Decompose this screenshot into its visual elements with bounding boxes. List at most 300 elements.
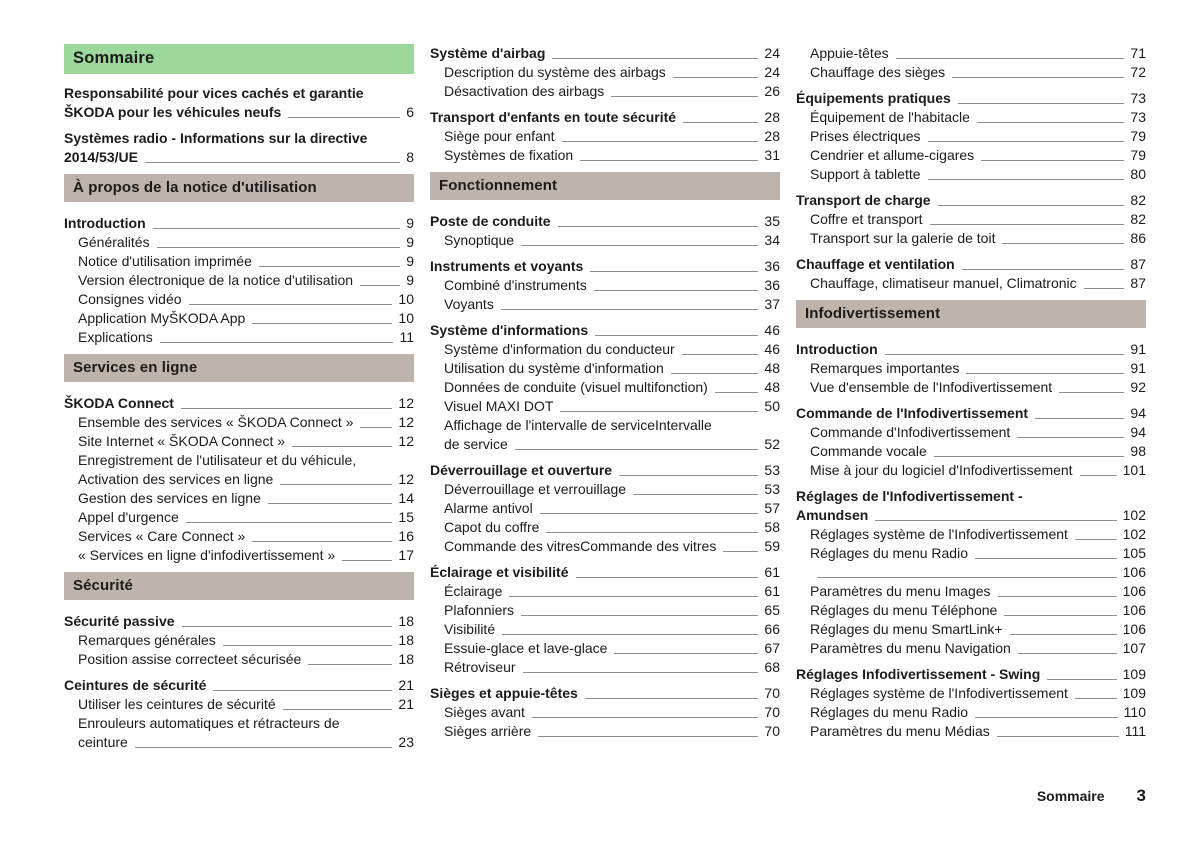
entry-last-line	[444, 620, 780, 639]
toc-entry[interactable]	[430, 461, 780, 480]
toc-entry[interactable]	[796, 665, 1146, 684]
entry-label-line: Enregistrement de l'utilisateur et du véhicule,	[78, 452, 357, 468]
toc-entry[interactable]	[796, 255, 1146, 274]
section-header: Fonctionnement	[430, 172, 780, 200]
entry-page-number: 70	[764, 704, 780, 720]
entry-label: Prises électriques	[810, 128, 921, 144]
leader-line	[160, 342, 394, 343]
entry-last-line	[78, 733, 414, 752]
toc-group	[430, 563, 780, 677]
entry-page-number: 28	[764, 109, 780, 125]
toc-entry[interactable]	[430, 359, 780, 378]
entry-label: Sièges et appuie-têtes	[430, 685, 578, 701]
toc-entry[interactable]	[796, 340, 1146, 359]
toc-entry[interactable]	[64, 394, 414, 413]
entry-last-line	[810, 274, 1146, 293]
entry-label: Ensemble des services « ŠKODA Connect »	[78, 414, 354, 430]
entry-label: Équipement de l'habitacle	[810, 109, 970, 125]
toc-entry[interactable]	[796, 620, 1146, 639]
toc-entry[interactable]	[64, 631, 414, 650]
toc-entry[interactable]	[430, 44, 780, 63]
entry-label: ŠKODA Connect	[64, 395, 174, 411]
leader-line	[360, 285, 400, 286]
leader-line	[268, 503, 393, 504]
entry-label: Utilisation du système d'information	[444, 360, 664, 376]
entry-page-number: 9	[406, 215, 414, 231]
entry-page-number: 82	[1130, 192, 1146, 208]
leader-line	[952, 77, 1124, 78]
toc-entry[interactable]	[430, 108, 780, 127]
leader-line	[532, 717, 758, 718]
toc-entry[interactable]	[64, 271, 414, 290]
toc-entry[interactable]	[430, 537, 780, 556]
entry-label: ceinture	[78, 734, 128, 750]
entry-label: Déverrouillage et verrouillage	[444, 481, 627, 497]
leader-line	[552, 58, 758, 59]
entry-last-line	[430, 44, 780, 63]
toc-group	[64, 129, 414, 167]
toc-columns	[64, 44, 1146, 759]
entry-label: Sièges arrière	[444, 723, 532, 739]
toc-entry[interactable]	[796, 191, 1146, 210]
toc-entry[interactable]	[64, 489, 414, 508]
toc-group	[64, 676, 414, 752]
entry-page-number: 18	[398, 613, 414, 629]
toc-entry[interactable]	[796, 404, 1146, 423]
entry-label: Voyants	[444, 296, 494, 312]
toc-entry[interactable]	[430, 620, 780, 639]
toc-entry[interactable]	[796, 684, 1146, 703]
entry-last-line	[64, 148, 414, 167]
entry-last-line	[444, 276, 780, 295]
entry-page-number: 61	[764, 564, 780, 580]
entry-last-line	[810, 165, 1146, 184]
toc-entry[interactable]	[64, 129, 414, 167]
toc-entry[interactable]	[430, 276, 780, 295]
leader-line	[1010, 634, 1117, 635]
entry-label: Éclairage et visibilité	[430, 564, 569, 580]
leader-line	[259, 266, 400, 267]
toc-entry[interactable]	[796, 442, 1146, 461]
toc-entry[interactable]	[64, 214, 414, 233]
entry-label: Paramètres du menu Médias	[810, 723, 990, 739]
leader-line	[292, 446, 392, 447]
entry-last-line	[444, 480, 780, 499]
entry-label: Visuel MAXI DOT	[444, 398, 554, 414]
entry-label: Support à tablette	[810, 166, 921, 182]
toc-entry[interactable]	[430, 480, 780, 499]
entry-label-line: Enrouleurs automatiques et rétracteurs de	[78, 715, 340, 731]
entry-label-line: Responsabilité pour vices cachés et garantie	[64, 85, 364, 101]
entry-page-number: 67	[764, 640, 780, 656]
toc-entry[interactable]	[430, 684, 780, 703]
entry-last-line	[64, 676, 414, 695]
entry-label: Consignes vidéo	[78, 291, 182, 307]
toc-group	[796, 191, 1146, 248]
entry-last-line	[810, 544, 1146, 563]
entry-label: ŠKODA pour les véhicules neufs	[64, 104, 282, 120]
toc-entry[interactable]	[796, 525, 1146, 544]
entry-last-line	[810, 620, 1146, 639]
toc-entry[interactable]	[430, 378, 780, 397]
entry-label: Système d'informations	[430, 322, 589, 338]
leader-line	[515, 449, 759, 450]
entry-page-number: 57	[764, 500, 780, 516]
leader-line	[182, 626, 393, 627]
entry-label: Chauffage, climatiseur manuel, Climatronic	[810, 275, 1077, 291]
leader-line	[186, 522, 393, 523]
entry-label: Système d'airbag	[430, 45, 546, 61]
toc-entry[interactable]	[64, 714, 414, 752]
leader-line	[283, 709, 393, 710]
leader-line	[580, 160, 758, 161]
toc-entry[interactable]	[796, 359, 1146, 378]
leader-line	[938, 205, 1125, 206]
toc-entry[interactable]	[64, 508, 414, 527]
entry-page-number: 53	[764, 462, 780, 478]
toc-group	[64, 394, 414, 565]
toc-entry[interactable]	[430, 518, 780, 537]
toc-entry[interactable]	[796, 722, 1146, 741]
toc-entry[interactable]	[64, 676, 414, 695]
entry-label: Synoptique	[444, 232, 515, 248]
toc-entry[interactable]	[64, 84, 414, 122]
entry-page-number: 72	[1130, 64, 1146, 80]
entry-last-line	[78, 309, 414, 328]
entry-page-number: 12	[398, 433, 414, 449]
entry-page-number: 61	[764, 583, 780, 599]
entry-label: Mise à jour du logiciel d'Infodivertissement	[810, 462, 1073, 478]
entry-page-number: 14	[398, 490, 414, 506]
toc-group	[796, 487, 1146, 658]
toc-entry[interactable]	[796, 378, 1146, 397]
leader-line	[521, 615, 758, 616]
section-header: Sécurité	[64, 572, 414, 600]
entry-page-number: 65	[764, 602, 780, 618]
toc-entry[interactable]	[430, 397, 780, 416]
entry-label: Site Internet « ŠKODA Connect »	[78, 433, 286, 449]
entry-page-number: 79	[1130, 128, 1146, 144]
entry-last-line	[810, 108, 1146, 127]
entry-last-line	[430, 257, 780, 276]
leader-line	[1018, 653, 1117, 654]
entry-page-number: 37	[764, 296, 780, 312]
leader-line	[928, 141, 1125, 142]
leader-line	[1035, 418, 1124, 419]
entry-last-line	[78, 470, 414, 489]
leader-line	[673, 77, 759, 78]
toc-group	[430, 108, 780, 165]
toc-entry[interactable]	[796, 108, 1146, 127]
toc-entry[interactable]	[796, 165, 1146, 184]
entry-label: Activation des services en ligne	[78, 471, 274, 487]
entry-page-number: 80	[1130, 166, 1146, 182]
entry-last-line	[810, 423, 1146, 442]
leader-line	[885, 354, 1125, 355]
toc-column-1	[64, 44, 414, 759]
entry-page-number: 70	[764, 685, 780, 701]
entry-page-number: 35	[764, 213, 780, 229]
leader-line	[576, 577, 759, 578]
leader-line	[308, 664, 392, 665]
entry-label: Transport sur la galerie de toit	[810, 230, 996, 246]
toc-entry[interactable]	[430, 63, 780, 82]
entry-label: Combiné d'instruments	[444, 277, 587, 293]
entry-page-number: 106	[1122, 583, 1146, 599]
entry-last-line	[444, 146, 780, 165]
toc-entry[interactable]	[796, 563, 1146, 582]
entry-label: Généralités	[78, 234, 150, 250]
leader-line	[975, 717, 1118, 718]
leader-line	[558, 226, 759, 227]
entry-page-number: 46	[764, 341, 780, 357]
entry-last-line	[78, 508, 414, 527]
entry-page-number: 9	[406, 234, 414, 250]
entry-label: Ceintures de sécurité	[64, 677, 207, 693]
toc-entry[interactable]	[430, 499, 780, 518]
entry-label: Réglages du menu SmartLink+	[810, 621, 1003, 637]
toc-entry[interactable]	[796, 544, 1146, 563]
toc-entry[interactable]	[64, 413, 414, 432]
entry-last-line	[64, 214, 414, 233]
entry-page-number: 48	[764, 379, 780, 395]
entry-page-number: 24	[764, 64, 780, 80]
leader-line	[715, 392, 759, 393]
entry-last-line	[796, 404, 1146, 423]
toc-entry[interactable]	[796, 703, 1146, 722]
toc-group	[796, 665, 1146, 741]
footer-page-number: 3	[1136, 786, 1146, 805]
toc-group	[430, 321, 780, 454]
toc-entry[interactable]	[796, 274, 1146, 293]
entry-label: Cendrier et allume-cigares	[810, 147, 975, 163]
entry-last-line	[810, 127, 1146, 146]
entry-last-line	[430, 461, 780, 480]
leader-line	[958, 103, 1125, 104]
toc-entry[interactable]	[796, 582, 1146, 601]
leader-line	[562, 141, 759, 142]
entry-page-number: 46	[764, 322, 780, 338]
toc-entry[interactable]	[430, 212, 780, 231]
toc-entry[interactable]	[64, 290, 414, 309]
entry-page-number: 110	[1123, 704, 1146, 720]
entry-last-line	[796, 255, 1146, 274]
toc-entry[interactable]	[796, 127, 1146, 146]
entry-page-number: 106	[1122, 564, 1146, 580]
entry-last-line	[444, 82, 780, 101]
entry-last-line	[64, 612, 414, 631]
entry-label: Système d'information du conducteur	[444, 341, 675, 357]
entry-label: Services « Care Connect »	[78, 528, 246, 544]
entry-label: Vue d'ensemble de l'Infodivertissement	[810, 379, 1053, 395]
entry-last-line	[810, 601, 1146, 620]
entry-label: Sièges avant	[444, 704, 525, 720]
toc-entry[interactable]	[64, 432, 414, 451]
toc-entry[interactable]	[64, 252, 414, 271]
toc-group	[796, 340, 1146, 397]
entry-page-number: 23	[398, 734, 414, 750]
entry-page-number: 15	[398, 509, 414, 525]
entry-page-number: 87	[1130, 275, 1146, 291]
leader-line	[540, 513, 759, 514]
toc-entry[interactable]	[796, 487, 1146, 525]
leader-line	[213, 690, 392, 691]
section-header: À propos de la notice d'utilisation	[64, 174, 414, 202]
entry-last-line	[444, 499, 780, 518]
toc-entry[interactable]	[64, 309, 414, 328]
leader-line	[998, 596, 1117, 597]
entry-page-number: 106	[1122, 621, 1146, 637]
toc-entry[interactable]	[430, 231, 780, 250]
entry-page-number: 10	[398, 310, 414, 326]
entry-last-line	[810, 563, 1146, 582]
toc-entry[interactable]	[64, 546, 414, 565]
entry-page-number: 86	[1130, 230, 1146, 246]
toc-entry[interactable]	[64, 233, 414, 252]
entry-page-number: 48	[764, 360, 780, 376]
entry-last-line	[78, 631, 414, 650]
leader-line	[585, 698, 759, 699]
leader-line	[223, 645, 393, 646]
entry-label: Amundsen	[796, 507, 869, 523]
entry-page-number: 52	[764, 436, 780, 452]
entry-page-number: 70	[764, 723, 780, 739]
toc-entry[interactable]	[64, 527, 414, 546]
toc-entry[interactable]	[430, 563, 780, 582]
footer-section-label: Sommaire	[1036, 788, 1105, 804]
entry-page-number: 102	[1122, 526, 1146, 542]
leader-line	[153, 228, 401, 229]
leader-line	[975, 558, 1117, 559]
entry-label: Appel d'urgence	[78, 509, 179, 525]
toc-entry[interactable]	[430, 722, 780, 741]
entry-last-line	[810, 229, 1146, 248]
leader-line	[977, 122, 1125, 123]
entry-label: Coffre et transport	[810, 211, 923, 227]
leader-line	[560, 411, 758, 412]
toc-group	[430, 212, 780, 250]
entry-label: Notice d'utilisation imprimée	[78, 253, 252, 269]
leader-line	[682, 354, 759, 355]
toc-entry[interactable]	[430, 295, 780, 314]
entry-last-line	[444, 63, 780, 82]
entry-label: 2014/53/UE	[64, 149, 138, 165]
toc-entry[interactable]	[430, 146, 780, 165]
entry-page-number: 12	[398, 471, 414, 487]
toc-entry[interactable]	[430, 639, 780, 658]
entry-page-number: 68	[764, 659, 780, 675]
page-footer	[1037, 786, 1146, 806]
toc-entry[interactable]	[430, 82, 780, 101]
entry-label: Commande vocale	[810, 443, 927, 459]
entry-last-line	[78, 328, 414, 347]
entry-page-number: 79	[1130, 147, 1146, 163]
leader-line	[934, 456, 1125, 457]
entry-label: Remarques importantes	[810, 360, 960, 376]
toc-entry[interactable]	[796, 210, 1146, 229]
toc-group	[64, 84, 414, 122]
entry-last-line	[78, 432, 414, 451]
entry-page-number: 102	[1122, 507, 1146, 523]
toc-entry[interactable]	[64, 695, 414, 714]
toc-group	[64, 612, 414, 669]
entry-page-number: 11	[399, 329, 414, 345]
toc-entry[interactable]	[796, 63, 1146, 82]
entry-last-line	[78, 489, 414, 508]
entry-page-number: 71	[1130, 45, 1146, 61]
entry-page-number: 92	[1130, 379, 1146, 395]
toc-entry[interactable]	[796, 461, 1146, 480]
toc-entry[interactable]	[796, 639, 1146, 658]
toc-entry[interactable]	[796, 423, 1146, 442]
leader-line	[252, 541, 392, 542]
leader-line	[252, 323, 392, 324]
leader-line	[523, 672, 759, 673]
leader-line	[875, 520, 1116, 521]
entry-page-number: 6	[406, 104, 414, 120]
entry-label: Paramètres du menu Images	[810, 583, 991, 599]
toc-entry[interactable]	[430, 658, 780, 677]
toc-group	[430, 44, 780, 101]
entry-last-line	[444, 295, 780, 314]
entry-label: Explications	[78, 329, 153, 345]
toc-entry[interactable]	[430, 416, 780, 454]
entry-page-number: 109	[1122, 666, 1146, 682]
toc-entry[interactable]	[430, 321, 780, 340]
toc-entry[interactable]	[430, 582, 780, 601]
toc-entry[interactable]	[796, 229, 1146, 248]
toc-group	[430, 461, 780, 556]
entry-page-number: 9	[406, 272, 414, 288]
toc-entry[interactable]	[796, 601, 1146, 620]
leader-line	[509, 596, 758, 597]
toc-entry[interactable]	[64, 650, 414, 669]
entry-label: Transport d'enfants en toute sécurité	[430, 109, 677, 125]
entry-page-number: 109	[1122, 685, 1146, 701]
entry-page-number: 36	[764, 277, 780, 293]
leader-line	[962, 269, 1125, 270]
toc-entry[interactable]	[64, 451, 414, 489]
entry-last-line	[64, 394, 414, 413]
entry-label: Visibilité	[444, 621, 496, 637]
toc-group	[796, 404, 1146, 480]
entry-label: Commande d'Infodivertissement	[810, 424, 1011, 440]
toc-entry[interactable]	[64, 328, 414, 347]
entry-last-line	[444, 340, 780, 359]
toc-entry[interactable]	[796, 44, 1146, 63]
toc-entry[interactable]	[796, 89, 1146, 108]
entry-last-line	[64, 103, 414, 122]
toc-entry[interactable]	[430, 601, 780, 620]
toc-entry[interactable]	[796, 146, 1146, 165]
toc-entry[interactable]	[430, 257, 780, 276]
leader-line	[928, 179, 1125, 180]
toc-entry[interactable]	[430, 703, 780, 722]
toc-entry[interactable]	[430, 127, 780, 146]
entry-label: Utiliser les ceintures de sécurité	[78, 696, 276, 712]
entry-page-number: 34	[764, 232, 780, 248]
leader-line	[723, 551, 758, 552]
section-header: Services en ligne	[64, 354, 414, 382]
leader-line	[930, 224, 1125, 225]
toc-entry[interactable]	[430, 340, 780, 359]
toc-entry[interactable]	[64, 612, 414, 631]
entry-label: Désactivation des airbags	[444, 83, 605, 99]
entry-last-line	[78, 271, 414, 290]
entry-label: Déverrouillage et ouverture	[430, 462, 613, 478]
leader-line	[538, 736, 758, 737]
leader-line	[1017, 437, 1124, 438]
